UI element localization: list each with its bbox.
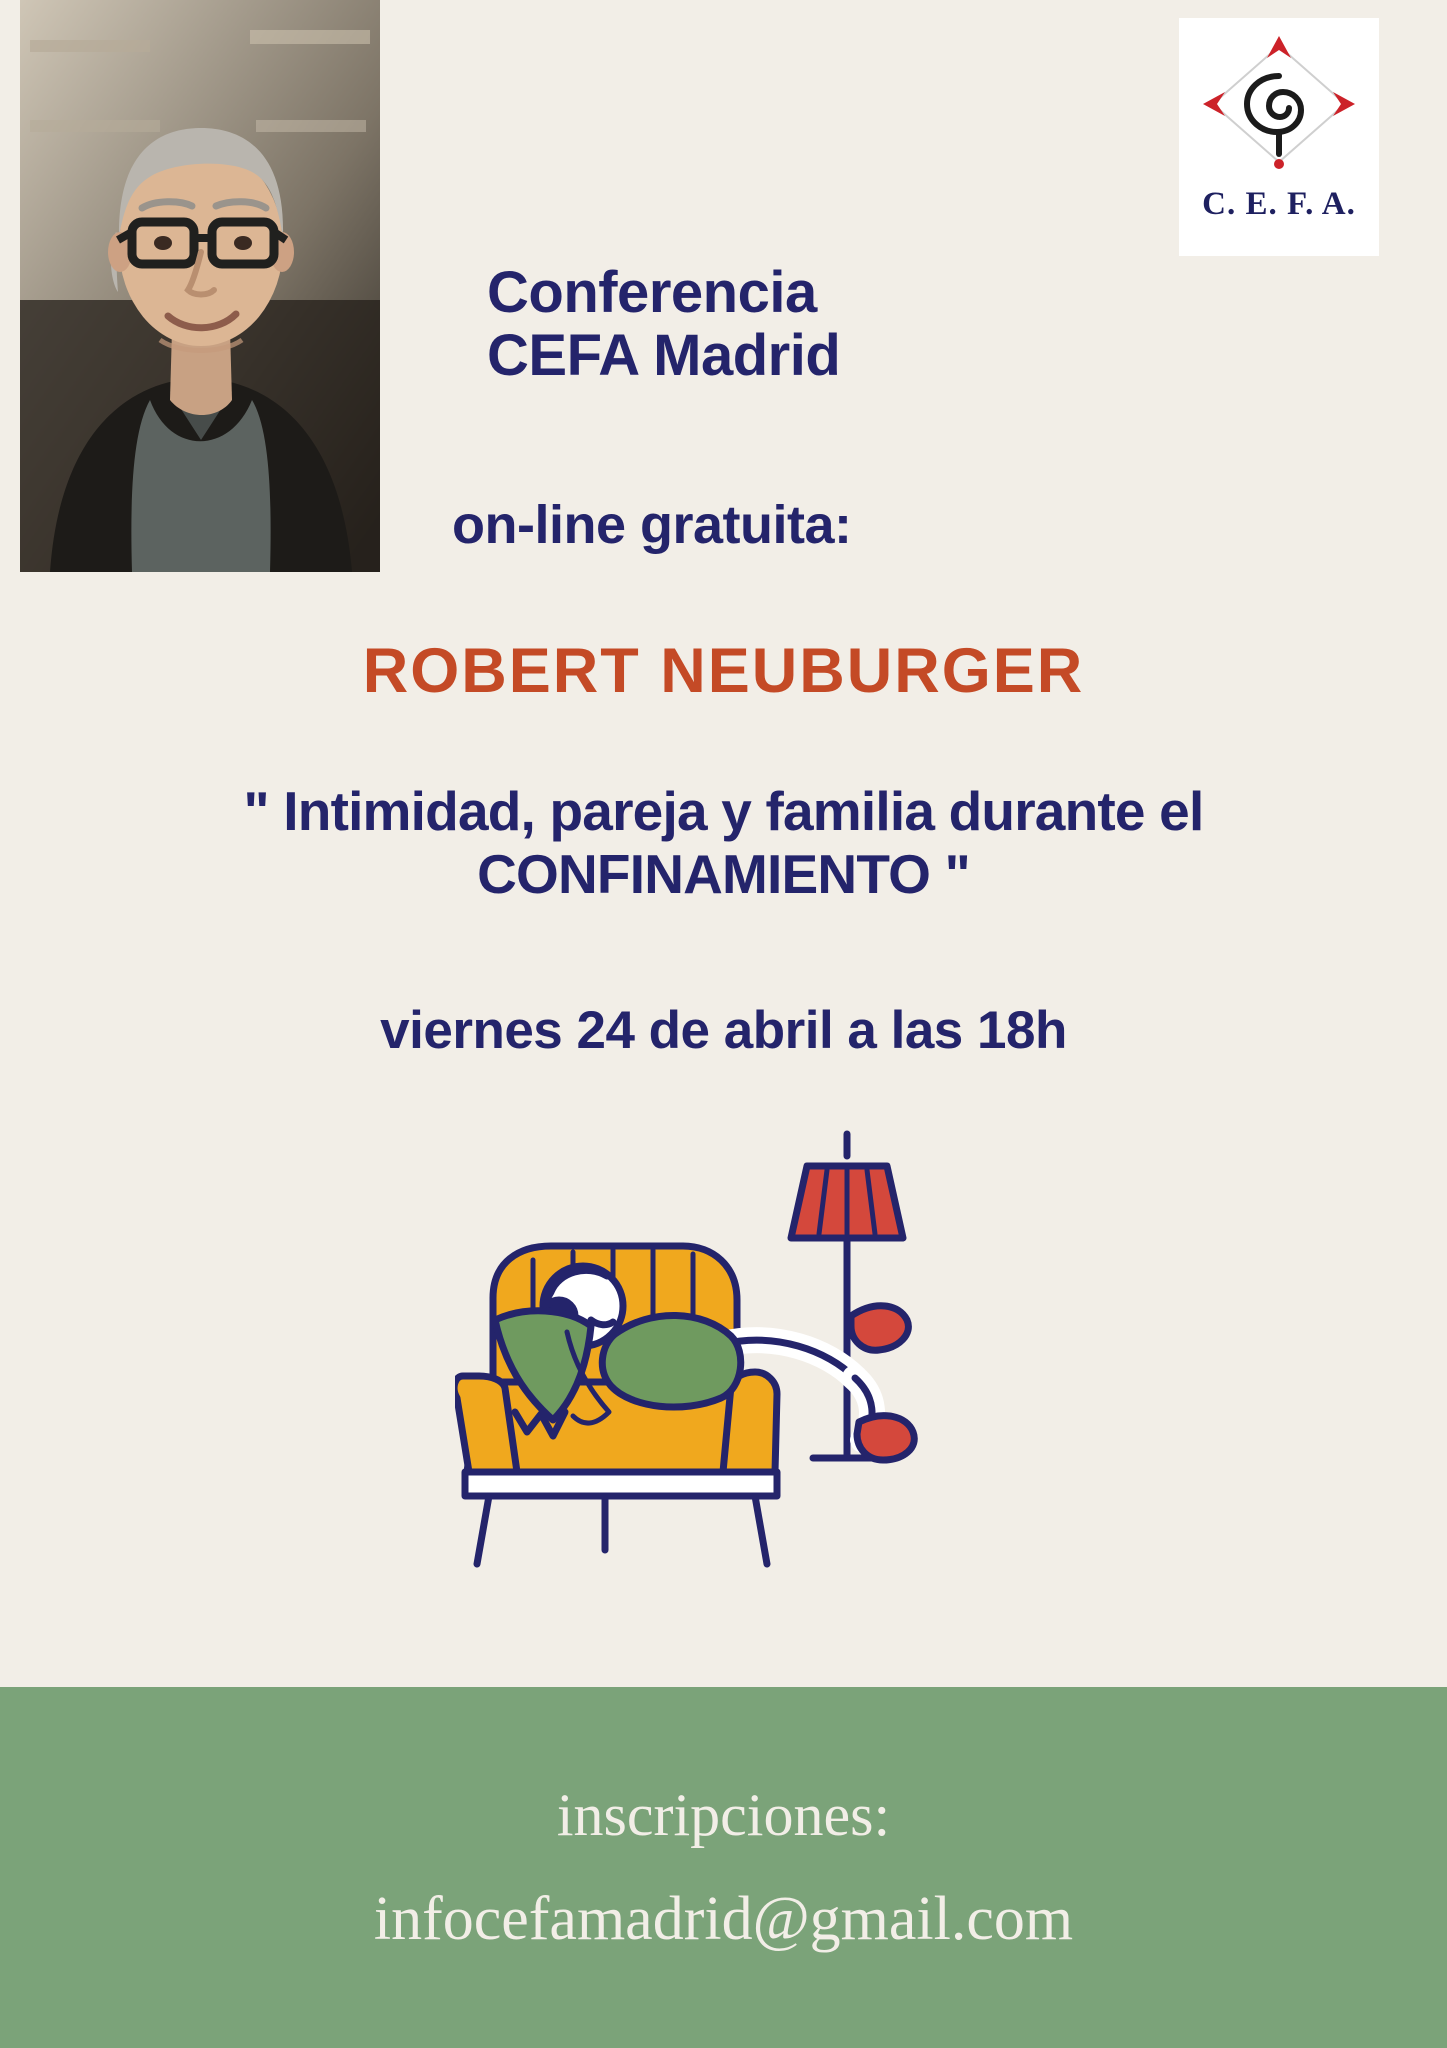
- headline-line-2: CEFA Madrid: [487, 322, 841, 388]
- event-format-label: on-line gratuita:: [452, 495, 852, 555]
- talk-title: [0, 780, 1447, 907]
- speaker-portrait-photo: [20, 0, 380, 572]
- talk-title-line-2: CONFINAMIENTO ": [477, 843, 970, 906]
- registration-footer: [0, 1687, 1447, 2048]
- page-title: [487, 262, 840, 387]
- speaker-name: ROBERT NEUBURGER: [362, 636, 1085, 706]
- armchair-illustration: [455, 1120, 1015, 1650]
- cefa-logo: [1179, 18, 1379, 256]
- talk-title-line-1: " Intimidad, pareja y familia durante el: [243, 780, 1204, 842]
- event-datetime: viernes 24 de abril a las 18h: [380, 1001, 1067, 1060]
- cefa-spiral-icon: [1199, 32, 1359, 182]
- headline-line-1: Conferencia: [487, 260, 817, 325]
- registration-label: inscripciones:: [556, 1781, 891, 1848]
- cefa-logo-text: C. E. F. A.: [1202, 186, 1356, 222]
- registration-email[interactable]: infocefamadrid@gmail.com: [373, 1884, 1074, 1953]
